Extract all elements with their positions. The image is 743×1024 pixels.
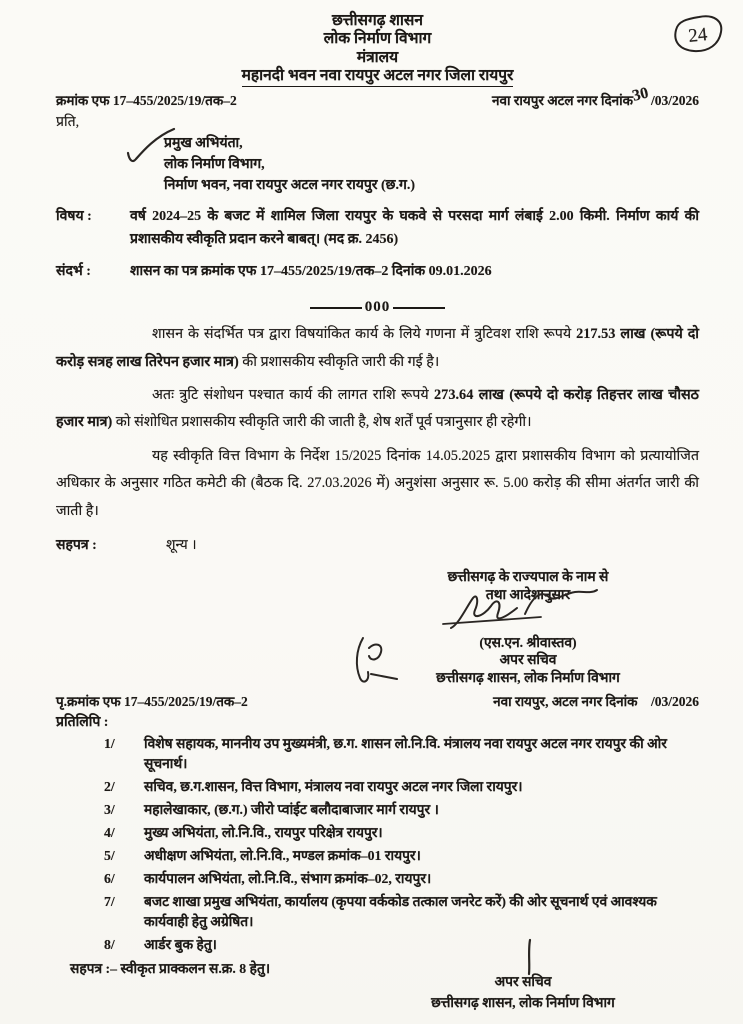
para1-text: शासन के संदर्भित पत्र द्वारा विषयांकित कार्य के लिये गणना में त्रुटिवश राशि रूपये <box>152 326 577 343</box>
footer-dept: छत्तीसगढ़ शासन, लोक निर्माण विभाग <box>431 995 615 1011</box>
enclosure-row <box>56 535 699 554</box>
copies-label: प्रतिलिपि : <box>56 715 109 731</box>
subject-text: वर्ष 2024–25 के बजट में शामिल जिला रायपुर के घकवे से परसदा मार्ग लंबाई 2.00 किमी. निर्माण कार्य की प्रशासकीय स्वीकृति प्रदान करने बाबत्। (मद क्र. 2456) <box>130 209 699 247</box>
checkmark-icon <box>122 127 176 169</box>
endorsement-number: पृ.क्रमांक एफ 17–455/2025/19/तक–2 <box>56 694 248 710</box>
divider-ooo: 000 <box>364 299 391 316</box>
signatory-designation: अपर सचिव <box>499 652 557 668</box>
copy-item-text: कार्यपालन अभियंता, लो.नि.वि., संभाग क्रमांक–02, रायपुर। <box>144 871 432 887</box>
copy-item <box>56 800 699 820</box>
copy-item-number: 1/ <box>104 736 115 752</box>
copy-item-text: सचिव, छ.ग.शासन, वित्त विभाग, मंत्रालय नवा रायपुर अटल नगर जिला रायपुर। <box>144 779 523 795</box>
para2-amount: 273.64 लाख (रूपये दो करोड़ तिहत्तर लाख चौसठ हजार मात्र) <box>56 387 699 431</box>
copy-item-number: 6/ <box>104 871 115 887</box>
circled-page-number <box>669 12 727 65</box>
copy-item <box>56 892 699 932</box>
copy-item-number: 7/ <box>104 894 115 910</box>
reference-label: संदर्भ : <box>56 264 91 280</box>
signature-block <box>363 568 693 686</box>
copy-item-text: विशेष सहायक, माननीय उप मुख्यमंत्री, छ.ग. शासन लो.नि.वि. मंत्रालय नवा रायपुर अटल नगर रायपुर की ओर सूचनार्थ। <box>144 736 667 772</box>
copy-item <box>56 869 699 889</box>
section-divider <box>56 300 699 315</box>
enclosure-label: सहपत्र : <box>56 538 97 554</box>
copy-item-text: आर्डर बुक हेतु। <box>144 937 217 953</box>
copy-item-text: अधीक्षण अभियंता, लो.नि.वि., मण्डल क्रमांक–01 रायपुर। <box>144 848 421 864</box>
handwritten-day: 30 <box>630 84 651 106</box>
addressee-line: निर्माण भवन, नवा रायपुर अटल नगर रायपुर (छ.ग.) <box>164 178 416 194</box>
signatory-dept: छत्तीसगढ़ शासन, लोक निर्माण विभाग <box>436 669 620 685</box>
para1-text-end: की प्रशासकीय स्वीकृति जारी की गई है। <box>238 353 440 370</box>
copy-item-number: 5/ <box>104 848 115 864</box>
letter-number: क्रमांक एफ 17–455/2025/19/तक–2 <box>56 93 237 109</box>
endorsement-date: नवा रायपुर, अटल नगर दिनांक /03/2026 <box>493 694 699 710</box>
office-address-line: महानदी भवन नवा रायपुर अटल नगर जिला रायपुर <box>242 67 514 87</box>
addressee-block <box>164 133 699 196</box>
para2-text: अतः त्रुटि संशोधन पश्चात कार्य की लागत राशि रूपये <box>152 387 435 404</box>
para1-amount: 217.53 लाख (रूपये दो करोड़ सत्रह लाख तिरेपन हजार मात्र) <box>56 326 699 370</box>
letter-date: /03/2026 <box>650 93 699 109</box>
copy-item-text: मुख्य अभियंता, लो.नि.वि., रायपुर परिक्षेत्र रायपुर। <box>144 825 383 841</box>
copy-item <box>56 823 699 843</box>
reference-text: शासन का पत्र क्रमांक एफ 17–455/2025/19/तक–2 दिनांक 09.01.2026 <box>130 264 492 280</box>
copy-item-number: 3/ <box>104 802 115 818</box>
dept-name: लोक निर्माण विभाग <box>323 30 432 48</box>
signatory-name: (एस.एन. श्रीवास्तव) <box>479 634 577 650</box>
para2-text-end: को संशोधित प्रशासकीय स्वीकृति जारी की जाती है, शेष शर्तें पूर्व पत्रानुसार ही रहेगी। <box>112 414 532 431</box>
addressee-line: लोक निर्माण विभाग, <box>164 157 265 173</box>
copy-item-number: 4/ <box>104 825 115 841</box>
copy-item <box>56 777 699 797</box>
copy-item <box>56 935 699 955</box>
ministry-line: मंत्रालय <box>356 48 399 66</box>
copy-item-number: 2/ <box>104 779 115 795</box>
enclosure-value: शून्य । <box>166 538 197 554</box>
letter-place: नवा रायपुर अटल नगर दिनांक <box>492 93 633 109</box>
signature-authority-line: छत्तीसगढ़ के राज्यपाल के नाम से <box>447 569 609 585</box>
copy-item-number: 8/ <box>104 937 115 953</box>
endorsement-row <box>56 692 699 710</box>
page-number-text: 24 <box>687 24 709 47</box>
letter-date-line <box>492 84 699 110</box>
signature-order-line: तथा आदेशानुसार <box>485 586 571 602</box>
footer-designation: अपर सचिव <box>494 974 552 990</box>
salutation: प्रति, <box>56 115 80 131</box>
divider-line <box>310 307 362 309</box>
endorsement-enclosure: सहपत्र :– स्वीकृत प्राक्कलन स.क्र. 8 हेतु। <box>70 961 271 977</box>
signature-scribble-icon <box>441 584 616 642</box>
org-name: छत्तीसगढ़ शासन <box>331 12 424 29</box>
copy-item <box>56 846 699 866</box>
body-paragraph-1 <box>56 321 699 376</box>
reference-row <box>56 261 699 284</box>
subject-label: विषय : <box>56 209 92 225</box>
pen-stroke-icon <box>521 938 537 976</box>
addressee-line: प्रमुख अभियंता, <box>164 136 243 152</box>
body-paragraph-3: यह स्वीकृति वित्त विभाग के निर्देश 15/2025 दिनांक 14.05.2025 द्वारा प्रशासकीय विभाग को प्रत्यायोजित अधिकार के अनुसार गठित कमेटी की (बैठक दि. 27.03.2026 में) अनुशंसा अनुसार रू. 5.00 करोड़ की सीमा अंतर्गत जारी की जाती है। <box>56 447 699 519</box>
divider-line <box>393 307 445 309</box>
initials-scribble-icon <box>349 634 399 686</box>
subject-row <box>56 206 699 251</box>
circle-scribble-icon <box>669 12 727 60</box>
footer-signature-block <box>373 972 673 1013</box>
copy-item <box>56 734 699 774</box>
copy-item-text: महालेखाकार, (छ.ग.) जीरो प्वांईट बलौदाबाजार मार्ग रायपुर । <box>144 802 439 818</box>
copy-item-text: बजट शाखा प्रमुख अभियंता, कार्यालय (कृपया वर्ककोड तत्काल जनरेट करें) की ओर सूचनार्थ एवं आवश्यक कार्यवाही हेतु अग्रेषित। <box>144 894 657 930</box>
body-paragraph-2 <box>56 382 699 437</box>
